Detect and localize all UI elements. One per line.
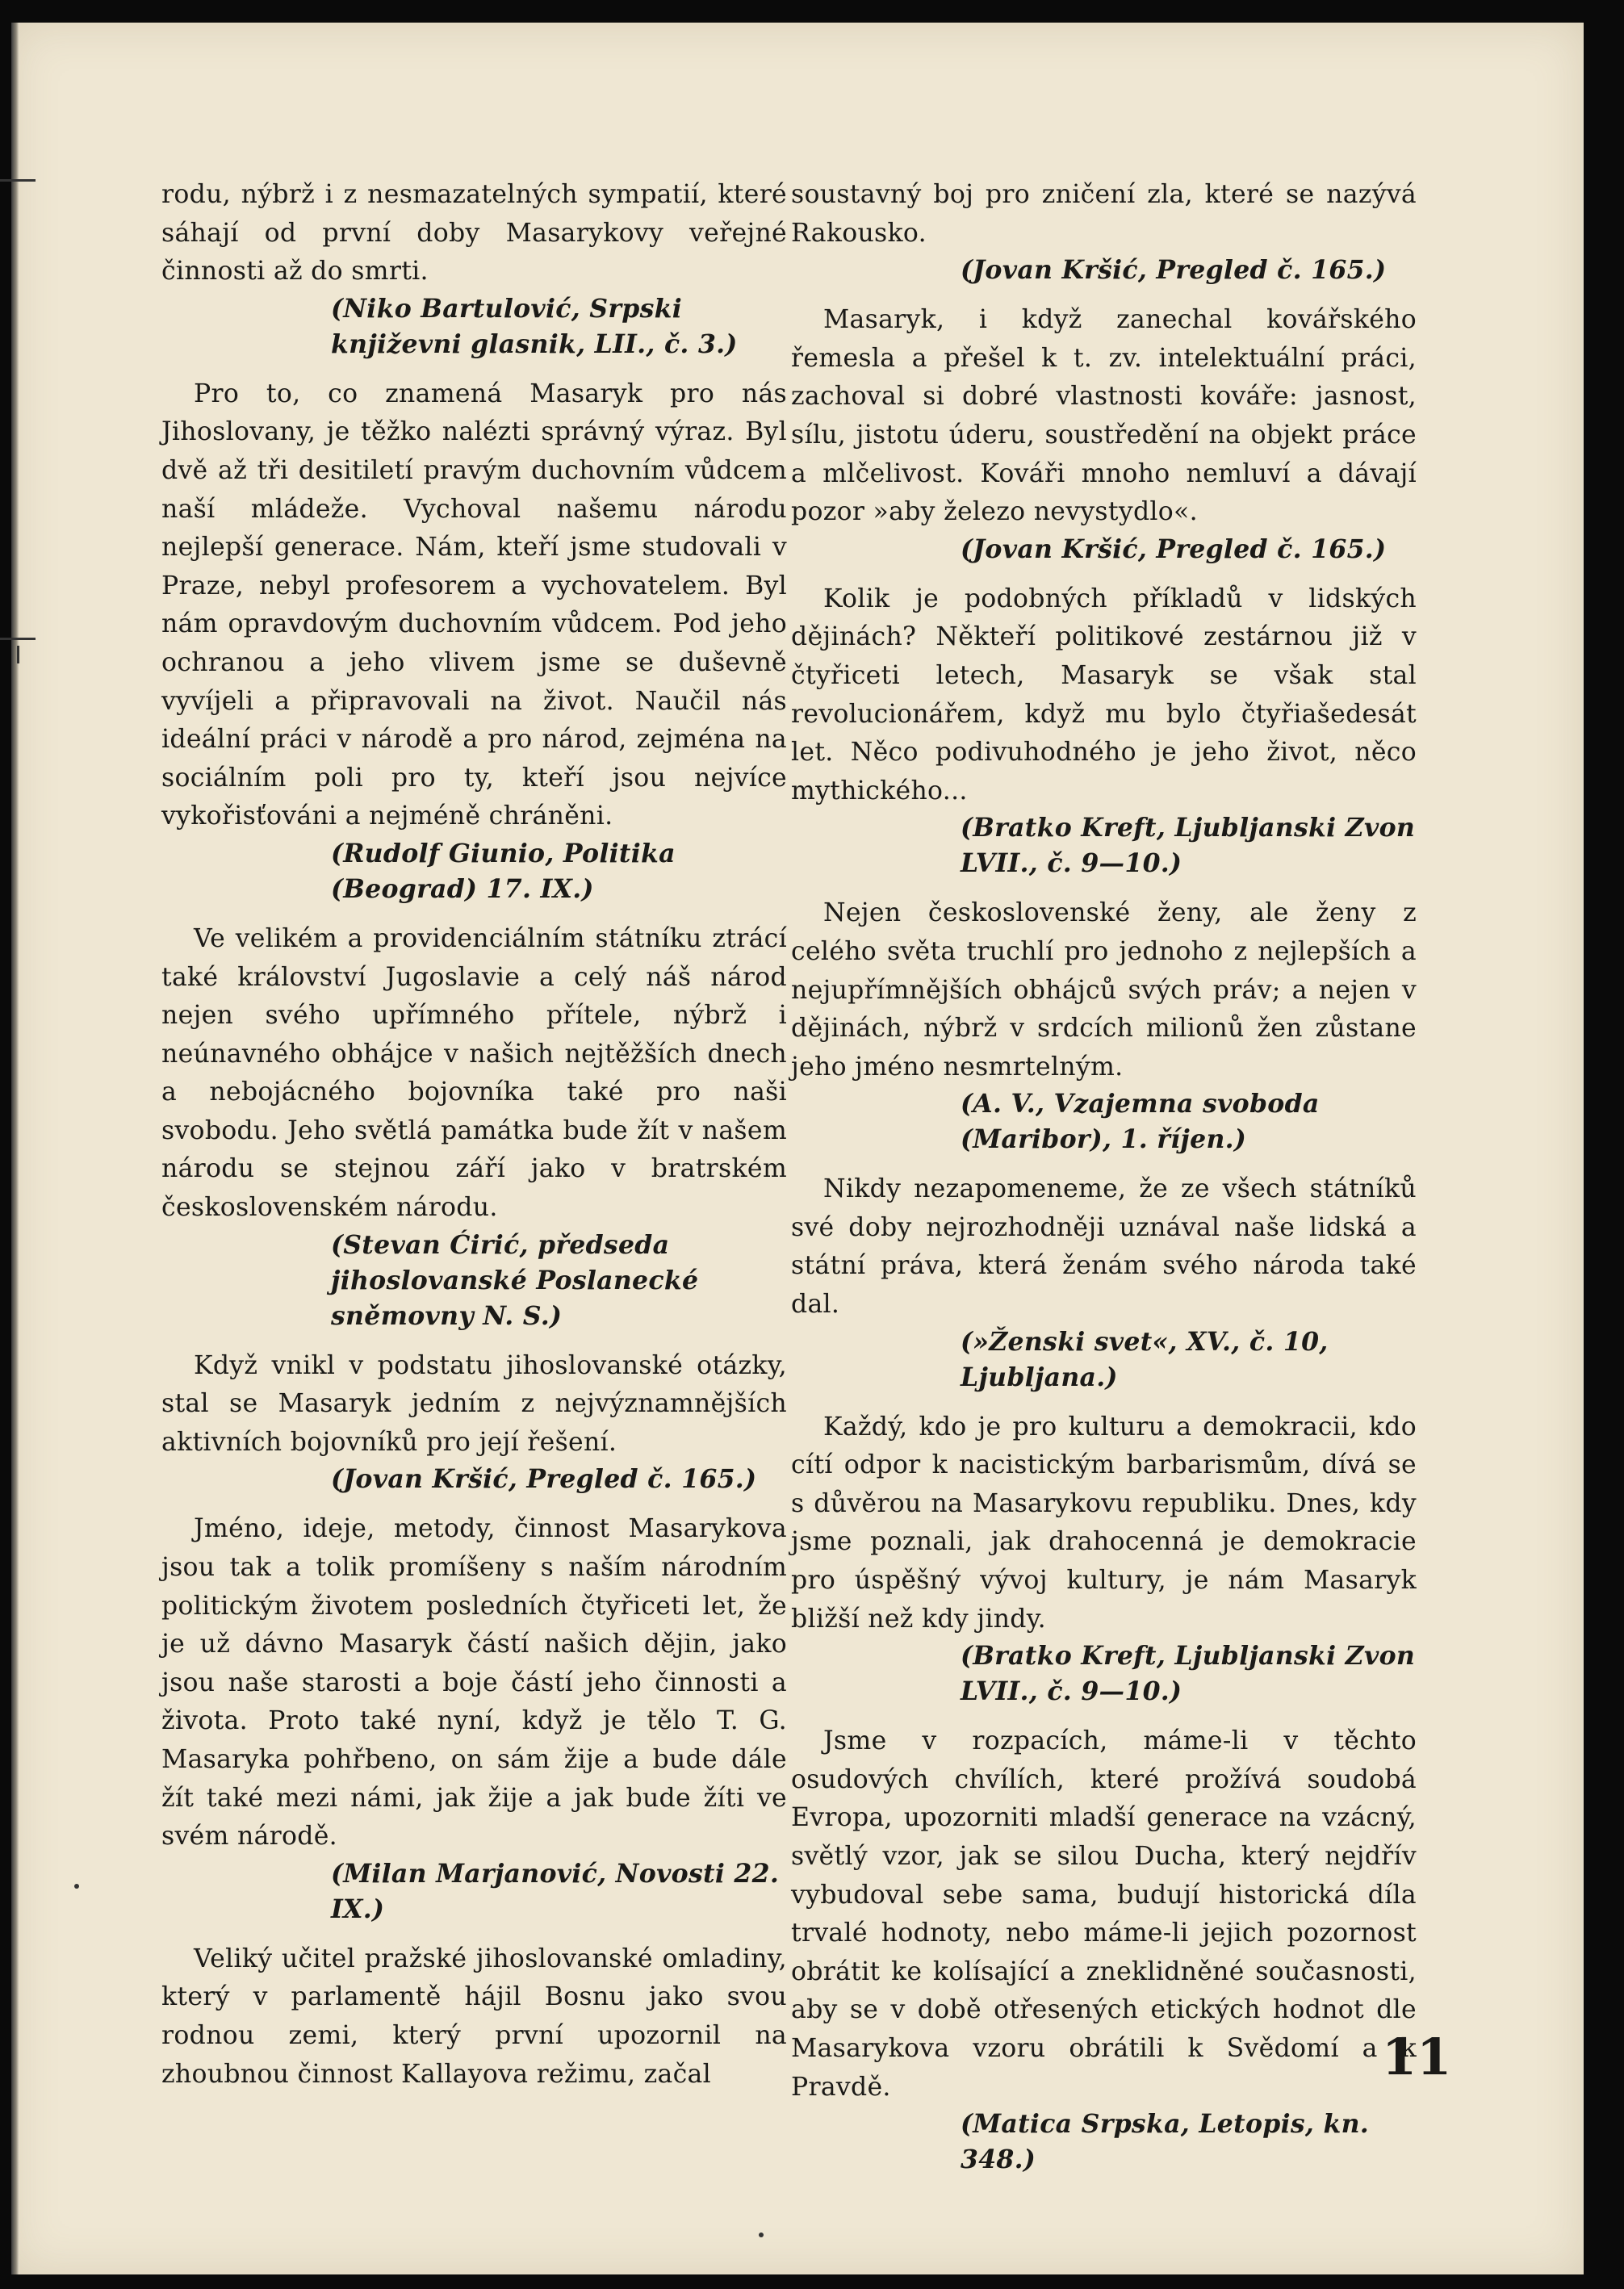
citation: (Jovan Kršić, Pregled č. 165.) (961, 534, 1387, 564)
paragraph: Každý, kdo je pro kulturu a demokracii, kdo cítí odpor k nacistickým barbarismům, dívá se s důvěrou na Masarykovu republiku. Dnes, kdy jsme poznali, jak drahocenná je demokracie pro úspěšný vývoj kultury, je nám Masaryk bližší než kdy jindy. (791, 1412, 1417, 1634)
citation: (Bratko Kreft, Ljubljanski Zvon LVII., č. 9—10.) (961, 813, 1416, 879)
paragraph: rodu, nýbrž i z nesmazatelných sympatií, které sáhají od první doby Masarykovy veřejné činnosti až do smrti. (161, 180, 787, 287)
right-text-column (791, 176, 1417, 2191)
paragraph: Jméno, ideje, metody, činnost Masarykova jsou tak a tolik promíšeny s naším národním politickým životem posledních čtyřiceti let, že je už dávno Masaryk částí našich dějin, jako jsou naše starosti a boje částí jeho činnosti a života. Proto také nyní, když je tělo T. G. Masaryka pohřbeno, on sám žije a bude dále žít také mezi námi, jak žije a jak bude žíti ve svém národě. (161, 1514, 787, 1852)
paragraph: Jsme v rozpacích, máme-li v těchto osudových chvílích, které prožívá soudobá Evropa, upozorniti mladší generace na vzácný, světlý vzor, jak se silou Ducha, který nejdřív vybudoval sebe sama, budují historická díla trvalé hodnoty, nebo máme-li jejich pozornost obrátit ke kolísající a zneklidněné současnosti, aby se v době otřesených etických hodnot dle Masarykova vzoru obrátili k Svědomí a k Pravdě. (791, 1726, 1417, 2102)
left-text-column (161, 176, 787, 2094)
margin-registration-mark (0, 638, 36, 640)
citation: (Jovan Kršić, Pregled č. 165.) (961, 255, 1387, 286)
paragraph: Kolik je podobných příkladů v lidských dějinách? Někteří politikové zestárnou již v čtyřiceti letech, Masaryk se však stal revolucionářem, když mu bylo čtyřiašedesát let. Něco podivuhodného je jeho život, něco mythického... (791, 584, 1417, 806)
margin-dot (74, 1884, 79, 1889)
citation: (»Ženski svet«, XV., č. 10, Ljubljana.) (961, 1326, 1329, 1392)
citation: (Niko Bartulović, Srpski književni glasnik, LII., č. 3.) (331, 293, 738, 359)
paragraph: Veliký učitel pražské jihoslovanské omladiny, který v parlamentě hájil Bosnu jako svou rodnou zemi, který první upozornil na zhoubnou činnost Kallayova režimu, začal (161, 1944, 787, 2089)
citation: (Matica Srpska, Letopis, kn. 348.) (961, 2109, 1370, 2175)
citation: (Milan Marjanović, Novosti 22. IX.) (331, 1858, 780, 1924)
citation: (Jovan Kršić, Pregled č. 165.) (331, 1464, 757, 1495)
paragraph: Pro to, co znamená Masaryk pro nás Jihoslovany, je těžko nalézti správný výraz. Byl dvě až tři desitiletí pravým duchovním vůdcem naší mládeže. Vychoval našemu národu nejlepší generace. Nám, kteří jsme studovali v Praze, nebyl profesorem a vychovatelem. Byl nám opravdovým duchovním vůdcem. Pod jeho ochranou a jeho vlivem jsme se duševně vyvíjeli a připravovali na život. Naučil nás ideální práci v národě a pro národ, zejména na sociálním poli pro ty, kteří jsou nejvíce vykořisťováni a nejméně chráněni. (161, 379, 787, 831)
citation: (Bratko Kreft, Ljubljanski Zvon LVII., č. 9—10.) (961, 1641, 1416, 1707)
paragraph: Nikdy nezapomeneme, že ze všech státníků své doby nejrozhodněji uznával naše lidská a státní práva, která ženám svého národa také dal. (791, 1174, 1417, 1320)
citation: (Rudolf Giunio, Politika (Beograd) 17. IX.) (331, 838, 676, 904)
paragraph: Když vnikl v podstatu jihoslovanské otázky, stal se Masaryk jedním z nejvýznamnějších aktivních bojovníků pro její řešení. (161, 1350, 787, 1457)
paragraph: Ve velikém a providenciálním státníku ztrácí také království Jugoslavie a celý náš národ nejen svého upřímného přítele, nýbrž i neúnavného obhájce v našich nejtěžších dnech a nebojácného bojovníka také pro naši svobodu. Jeho světlá památka bude žít v našem národu se stejnou září jako v bratrském československém národu. (161, 923, 787, 1223)
margin-registration-mark (17, 646, 19, 663)
paragraph: Masaryk, i když zanechal kovářského řemesla a přešel k t. zv. intelektuální práci, zachoval si dobré vlastnosti kováře: jasnost, sílu, jistotu úderu, soustředění na objekt práce a mlčelivost. Kováři mnoho nemluví a dávají pozor »aby železo nevystydlo«. (791, 305, 1417, 527)
page-number: 11 (1382, 2027, 1452, 2086)
citation: (Stevan Ćirić, předseda jihoslovanské Poslanecké sněmovny N. S.) (331, 1229, 699, 1331)
margin-dot (759, 2233, 764, 2237)
citation: (A. V., Vzajemna svoboda (Maribor), 1. říjen.) (961, 1089, 1320, 1155)
paragraph: Nejen československé ženy, ale ženy z celého světa truchlí pro jednoho z nejlepších a nejupřímnějších obhájců svých práv; a nejen v dějinách, nýbrž v srdcích milionů žen zůstane jeho jméno nesmrtelným. (791, 898, 1417, 1082)
margin-registration-mark (0, 179, 36, 182)
page-spine-shadow (11, 23, 19, 2274)
paragraph: soustavný boj pro zničení zla, které se nazývá Rakousko. (791, 180, 1417, 248)
